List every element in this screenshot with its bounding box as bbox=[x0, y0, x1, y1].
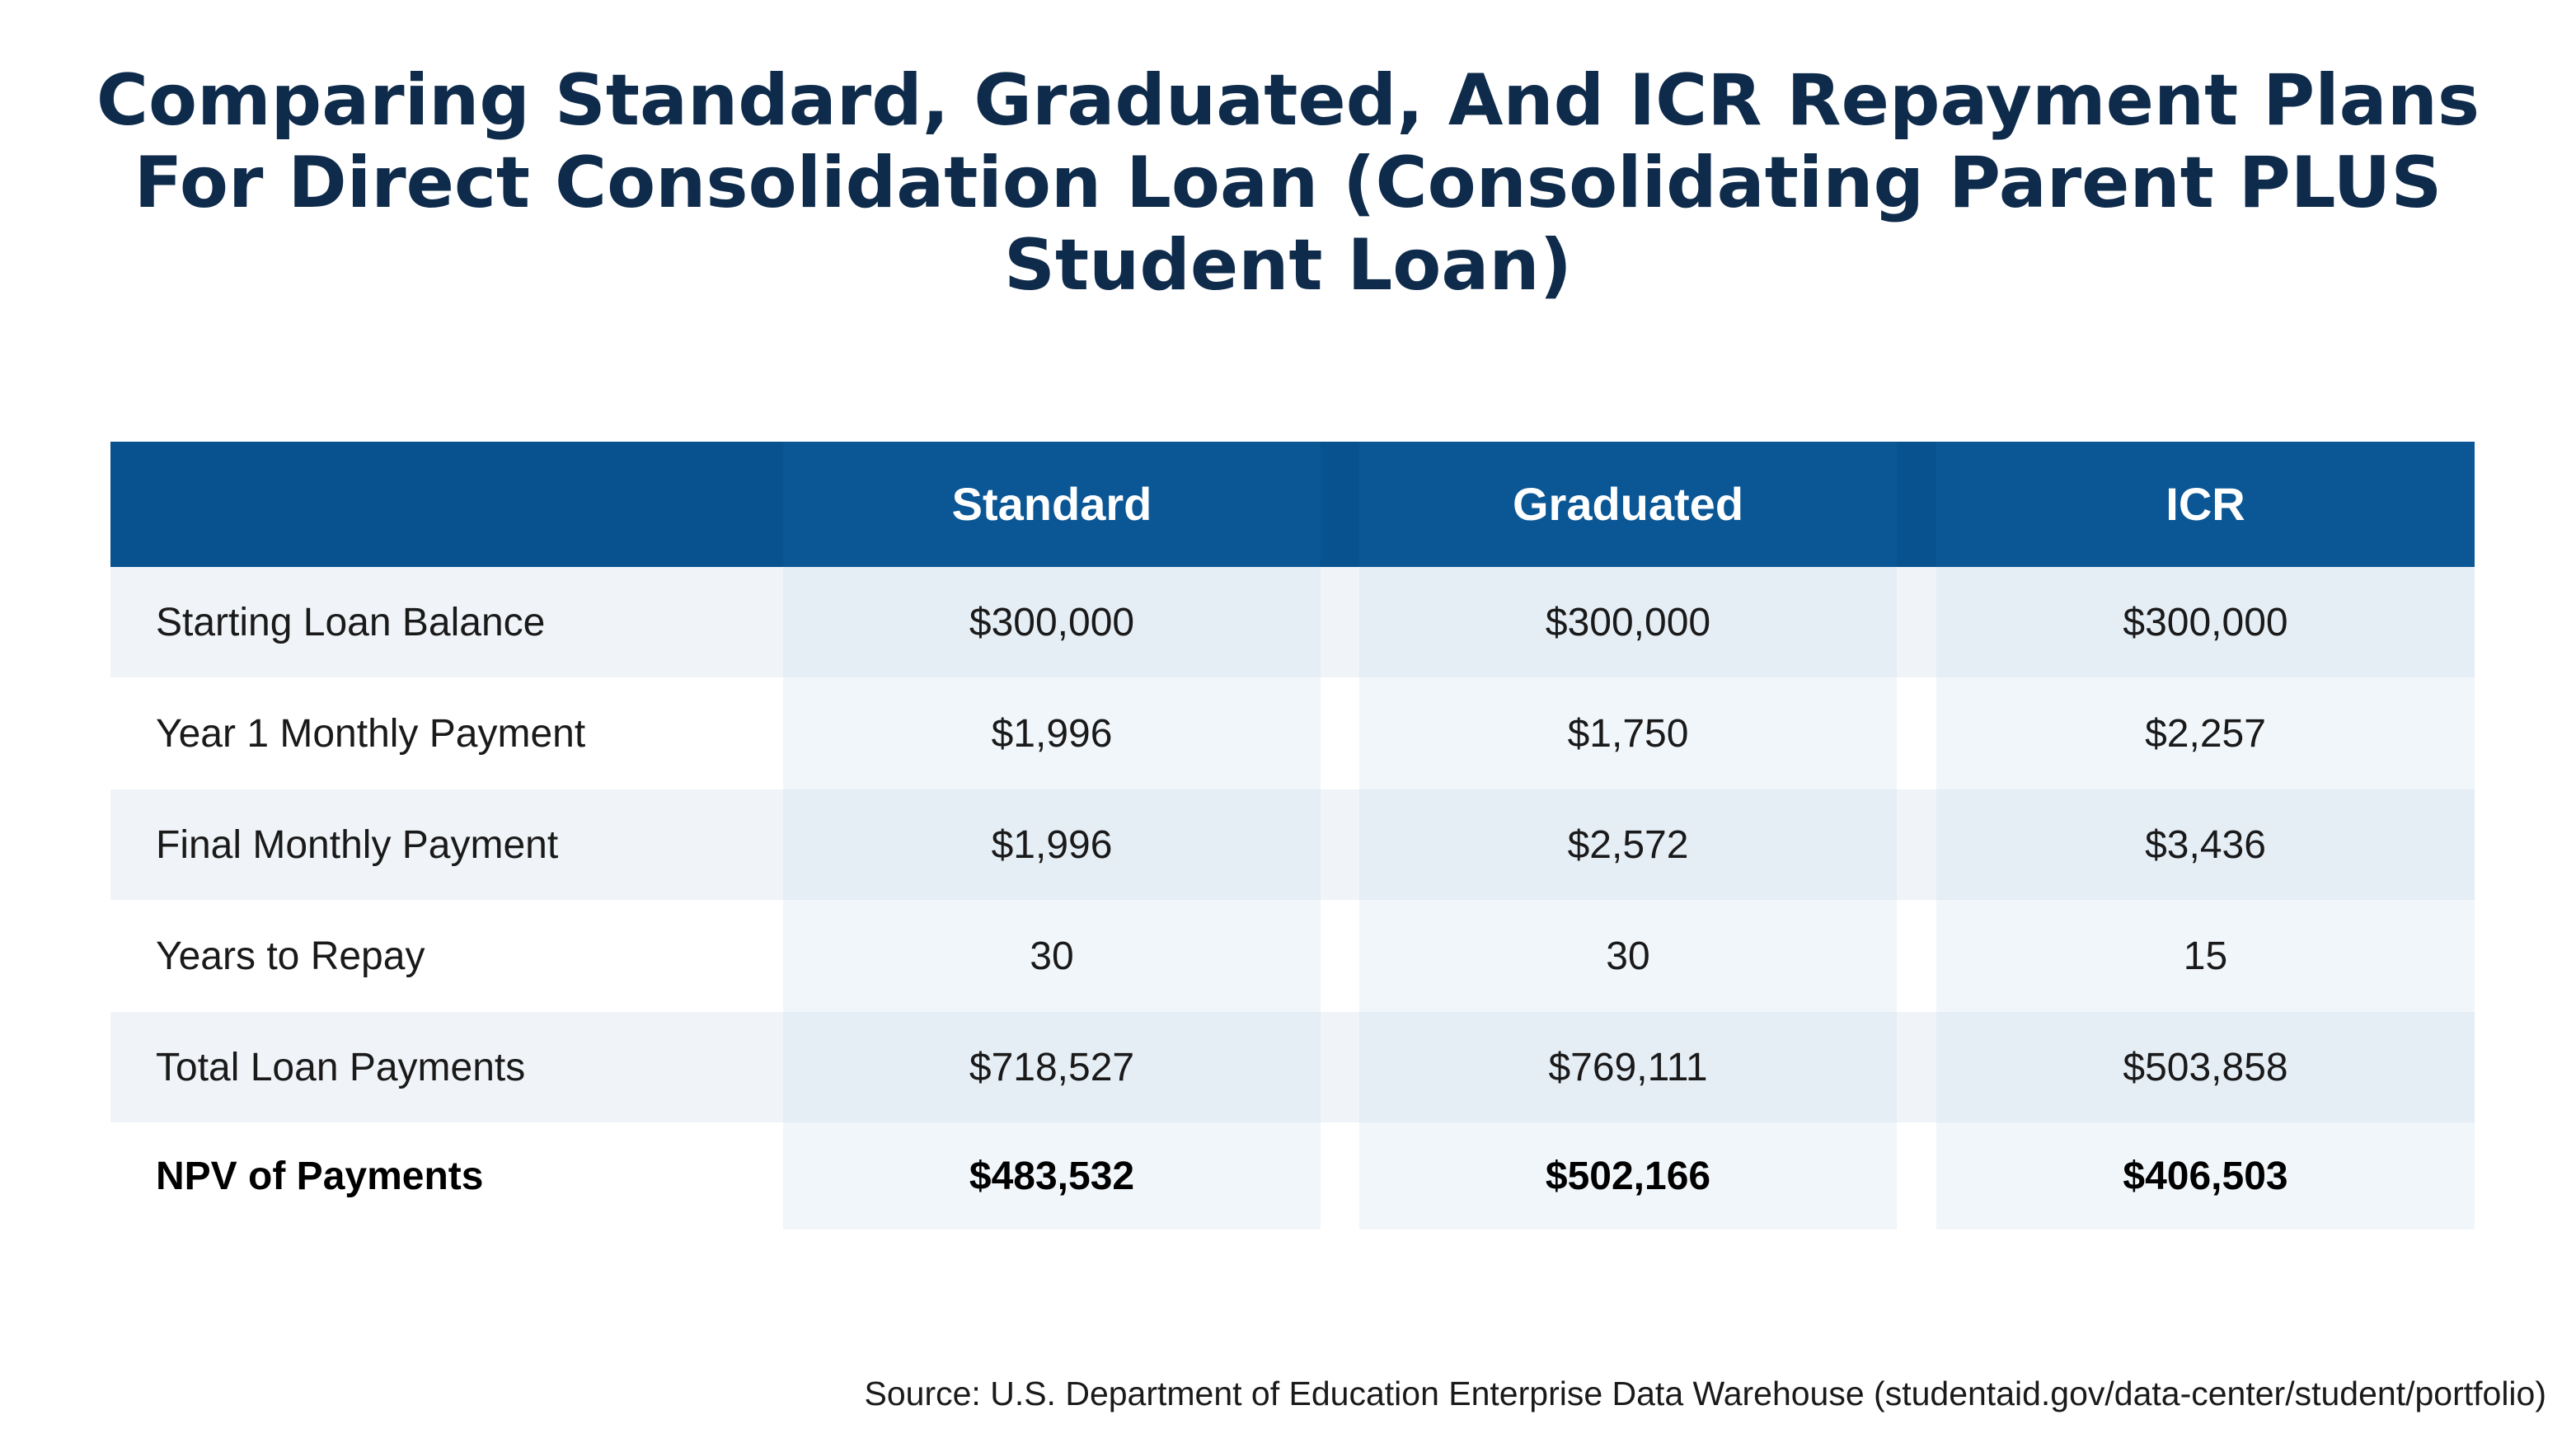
row-label: Total Loan Payments bbox=[156, 1045, 526, 1089]
table-row bbox=[110, 677, 2475, 789]
table-row-total bbox=[110, 1122, 2475, 1230]
cell-standard: $1,996 bbox=[991, 822, 1113, 867]
cell-standard: $300,000 bbox=[969, 600, 1135, 644]
column-header-icr: ICR bbox=[2165, 478, 2245, 530]
cell-graduated: $1,750 bbox=[1567, 711, 1689, 756]
source-note: Source: U.S. Department of Education Enterprise Data Warehouse (studentaid.gov/data-center/student/portfolio) bbox=[864, 1375, 2546, 1412]
row-label: Year 1 Monthly Payment bbox=[156, 711, 586, 756]
comparison-table bbox=[110, 442, 2475, 1230]
cell-standard: $1,996 bbox=[991, 711, 1113, 756]
cell-icr: $406,503 bbox=[2123, 1154, 2288, 1198]
cell-graduated: $769,111 bbox=[1548, 1045, 1708, 1089]
cell-icr: $300,000 bbox=[2123, 600, 2288, 644]
column-header-graduated: Graduated bbox=[1512, 478, 1744, 530]
row-label: Years to Repay bbox=[156, 934, 425, 978]
cell-icr: $2,257 bbox=[2145, 711, 2266, 756]
row-label: Final Monthly Payment bbox=[156, 822, 559, 867]
cell-standard: $483,532 bbox=[969, 1154, 1135, 1198]
page-title: Comparing Standard, Graduated, And ICR Repayment Plans For Direct Consolidation Loan (Consolidating Parent PLUS Student Loan) bbox=[96, 59, 2480, 307]
table-row bbox=[110, 900, 2475, 1012]
column-header-standard: Standard bbox=[951, 478, 1152, 530]
table-row bbox=[110, 1012, 2475, 1122]
cell-graduated: 30 bbox=[1606, 934, 1650, 978]
cell-standard: $718,527 bbox=[969, 1045, 1135, 1089]
table-row bbox=[110, 789, 2475, 900]
table-header-row bbox=[110, 442, 2475, 567]
table-row bbox=[110, 567, 2475, 677]
cell-standard: 30 bbox=[1030, 934, 1074, 978]
cell-icr: 15 bbox=[2183, 934, 2228, 978]
cell-icr: $3,436 bbox=[2145, 822, 2266, 867]
row-label: Starting Loan Balance bbox=[156, 600, 546, 644]
cell-graduated: $300,000 bbox=[1545, 600, 1711, 644]
row-label: NPV of Payments bbox=[156, 1154, 484, 1198]
cell-icr: $503,858 bbox=[2123, 1045, 2288, 1089]
cell-graduated: $502,166 bbox=[1545, 1154, 1711, 1198]
cell-graduated: $2,572 bbox=[1567, 822, 1689, 867]
